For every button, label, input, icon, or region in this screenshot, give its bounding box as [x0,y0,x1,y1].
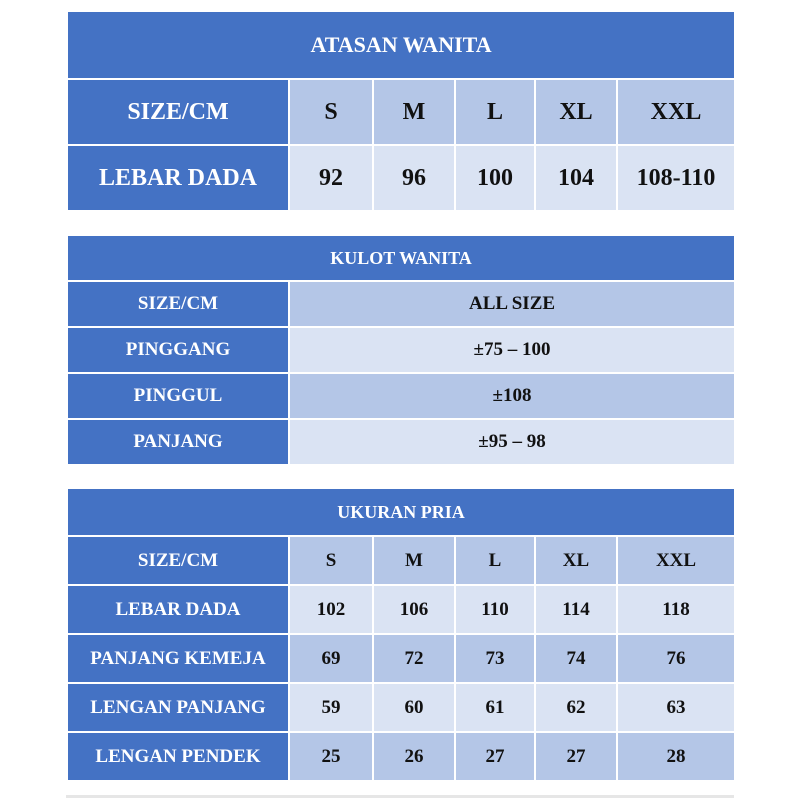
table-row [67,683,735,732]
table-cell: ±108 [289,373,735,419]
size-header: L [455,79,535,145]
table-cell: 72 [373,634,455,683]
table-cell: 69 [289,634,373,683]
table-row [67,281,735,327]
row-label: PINGGUL [67,373,289,419]
table-row [67,536,735,585]
table-cell: 108-110 [617,145,735,211]
table-cell: 102 [289,585,373,634]
table-title: UKURAN PRIA [67,488,735,536]
row-label: LEBAR DADA [67,145,289,211]
table-cell: 100 [455,145,535,211]
table-cell: 59 [289,683,373,732]
size-header: XXL [617,79,735,145]
size-header: L [455,536,535,585]
table-title: KULOT WANITA [67,235,735,281]
row-label: SIZE/CM [67,536,289,585]
row-label: PANJANG KEMEJA [67,634,289,683]
table-cell: 26 [373,732,455,781]
table-cell: 27 [535,732,617,781]
size-header: S [289,79,373,145]
table-cell: ±95 – 98 [289,419,735,465]
size-header: XXL [617,536,735,585]
table-row [67,634,735,683]
row-label: LEBAR DADA [67,585,289,634]
size-header: M [373,536,455,585]
table-cell: 61 [455,683,535,732]
table-row [67,732,735,781]
table-cell: ±75 – 100 [289,327,735,373]
table-row [67,79,735,145]
divider [66,795,734,798]
size-header: XL [535,79,617,145]
row-label: SIZE/CM [67,281,289,327]
table-title: ATASAN WANITA [67,11,735,79]
table-cell: 25 [289,732,373,781]
row-label: SIZE/CM [67,79,289,145]
row-label: LENGAN PANJANG [67,683,289,732]
table-cell: 28 [617,732,735,781]
table-cell: 92 [289,145,373,211]
row-label: PINGGANG [67,327,289,373]
size-header: XL [535,536,617,585]
table-cell: 73 [455,634,535,683]
table-row [67,419,735,465]
table-cell: 114 [535,585,617,634]
table-row [67,145,735,211]
table-row [67,373,735,419]
table-cell: 62 [535,683,617,732]
table-cell: 76 [617,634,735,683]
row-label: LENGAN PENDEK [67,732,289,781]
size-header: S [289,536,373,585]
table-cell: 27 [455,732,535,781]
row-label: PANJANG [67,419,289,465]
table-cell: ALL SIZE [289,281,735,327]
table-cell: 74 [535,634,617,683]
kulot-wanita-table [66,234,736,466]
table-row [67,585,735,634]
table-cell: 104 [535,145,617,211]
ukuran-pria-table [66,487,736,782]
atasan-wanita-table [66,10,736,212]
table-cell: 63 [617,683,735,732]
table-cell: 96 [373,145,455,211]
table-cell: 106 [373,585,455,634]
size-header: M [373,79,455,145]
table-cell: 118 [617,585,735,634]
table-row [67,327,735,373]
table-cell: 60 [373,683,455,732]
table-cell: 110 [455,585,535,634]
